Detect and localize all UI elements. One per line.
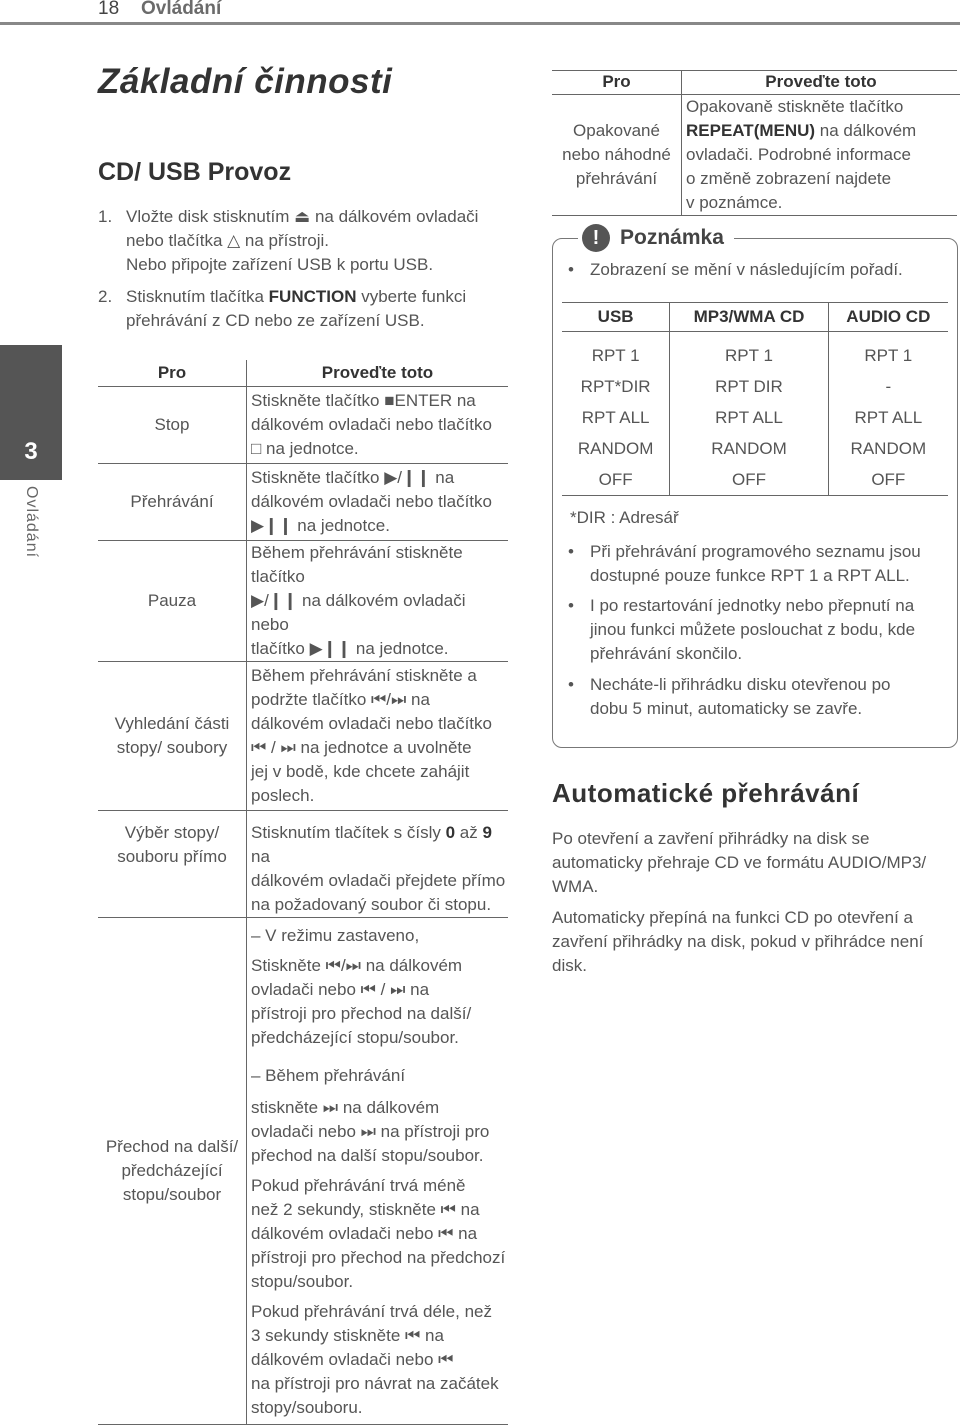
action-line [686, 119, 960, 143]
page-number: 18 [98, 0, 119, 20]
action-text: na [251, 847, 270, 866]
action-line: poslech. [251, 784, 508, 808]
action-line: – Během přehrávání [251, 1064, 508, 1088]
action-text: na dálkovém [815, 121, 916, 140]
table-row [98, 662, 508, 811]
table-row [562, 371, 948, 402]
table-row [562, 332, 948, 372]
bullet-icon: • [568, 673, 574, 697]
action-line: stopu/soubor. [251, 1270, 508, 1294]
action-line: – V režimu zastaveno, [251, 924, 508, 948]
mode-cell: OFF [828, 464, 948, 496]
action-line: Stiskněte ⏮/⏭ na dálkovém [251, 954, 508, 978]
step-2-text: Stisknutím tlačítka [126, 287, 269, 306]
action-line: podržte tlačítko ⏮/⏭ na [251, 688, 508, 712]
step-2 [98, 285, 466, 333]
action-line: ovladači nebo ⏮ / ⏭ na [251, 978, 508, 1002]
action-line: ⏮ / ⏭ na jednotce a uvolněte [251, 736, 508, 760]
header-title: Ovládání [141, 0, 221, 20]
action-line: ovladači nebo ⏭ na přístroji pro [251, 1120, 508, 1144]
step-1-line: Nebo připojte zařízení USB k portu USB. [98, 253, 478, 277]
step-1-number: 1. [98, 205, 126, 229]
table-header-row [552, 70, 960, 95]
header-mp3: MP3/WMA CD [670, 303, 828, 332]
header-usb: USB [562, 303, 670, 332]
action-line: □ na jednotce. [251, 437, 508, 461]
note-title: Poznámka [620, 226, 724, 250]
action-line: ovladači. Podrobné informace [686, 143, 960, 167]
mode-cell: RPT 1 [828, 332, 948, 372]
header-pro: Pro [98, 360, 247, 387]
action-line: dálkovém ovladači nebo ⏮ na [251, 1222, 508, 1246]
dir-footnote: *DIR : Adresář [570, 508, 679, 528]
action-line: jej v bodě, kde chcete zahájit [251, 760, 508, 784]
table-row [98, 464, 508, 541]
row-action [247, 464, 509, 541]
row-action [682, 95, 960, 216]
step-2-number: 2. [98, 285, 126, 309]
header-action: Proveďte toto [682, 70, 960, 95]
mode-cell: RPT ALL [670, 402, 828, 433]
table-row [562, 402, 948, 433]
action-line: tlačítko ▶❙❙ na jednotce. [251, 637, 508, 661]
step-1-line: nebo tlačítka △ na přístroji. [98, 229, 478, 253]
step-1 [98, 205, 478, 277]
mode-cell: RPT 1 [562, 332, 670, 372]
bullet-text: Při přehrávání programového seznamu jsou dostupné pouze funkce RPT 1 a RPT ALL. [568, 540, 943, 588]
mode-cell: RANDOM [828, 433, 948, 464]
side-tab-label: Ovládání [22, 486, 40, 558]
section-title: CD/ USB Provoz [98, 158, 291, 187]
mode-cell: RANDOM [562, 433, 670, 464]
action-line: dálkovém ovladači nebo ⏮ [251, 1348, 508, 1372]
table-row [98, 541, 508, 662]
operations-table [98, 360, 508, 1425]
row-action [247, 811, 509, 918]
row-pro: Vyhledání části stopy/ soubory [98, 662, 247, 811]
side-tab-number: 3 [0, 438, 62, 466]
action-line: předcházející stopu/soubor. [251, 1026, 508, 1050]
step-1-line: Vložte disk stisknutím ⏏ na dálkovém ovladači [126, 207, 478, 226]
header-action: Proveďte toto [247, 360, 509, 387]
mode-order-table [562, 302, 948, 496]
action-line: stopy/souboru. [251, 1396, 508, 1420]
key-nine: 9 [482, 823, 491, 842]
key-zero: 0 [446, 823, 455, 842]
action-line: přístroji pro přechod na další/ [251, 1002, 508, 1026]
action-line: 3 sekundy stiskněte ⏮ na [251, 1324, 508, 1348]
note-bullet [568, 673, 943, 721]
bullet-text: I po restartování jednotky nebo přepnutí na jinou funkci můžete poslouchat z bodu, kde přehrávání skončilo. [568, 594, 943, 666]
step-2-line: přehrávání z CD nebo ze zařízení USB. [98, 309, 466, 333]
action-text: Stisknutím tlačítek s čísly [251, 823, 446, 842]
action-line: v poznámce. [686, 191, 960, 215]
action-line: Během přehrávání stiskněte a [251, 664, 508, 688]
action-line [251, 821, 508, 869]
row-pro: Přechod na další/ předcházející stopu/soubor [98, 918, 247, 1425]
header-audio: AUDIO CD [828, 303, 948, 332]
header-rule [0, 22, 960, 25]
action-line: dálkovém ovladači nebo tlačítko [251, 712, 508, 736]
auto-play-title: Automatické přehrávání [552, 778, 859, 809]
bullet-text: Necháte-li přihrádku disku otevřenou po dobu 5 minut, automaticky se zavře. [568, 673, 943, 721]
row-pro: Stop [98, 387, 247, 464]
table-row [552, 95, 960, 216]
action-line: přístroji pro přechod na předchozí [251, 1246, 508, 1270]
mode-cell: - [828, 371, 948, 402]
action-line: ▶/❙❙ na dálkovém ovladači nebo [251, 589, 508, 637]
action-line: než 2 sekundy, stiskněte ⏮ na [251, 1198, 508, 1222]
action-line: ▶❙❙ na jednotce. [251, 514, 508, 538]
mode-cell: OFF [670, 464, 828, 496]
mode-cell: RPT ALL [562, 402, 670, 433]
row-pro: Přehrávání [98, 464, 247, 541]
row-pro: Výběr stopy/ souboru přímo [98, 811, 247, 918]
row-pro: Pauza [98, 541, 247, 662]
step-2-text: vyberte funkci [357, 287, 467, 306]
table-row [562, 433, 948, 464]
mode-cell: RPT ALL [828, 402, 948, 433]
action-line: na přístroji pro návrat na začátek [251, 1372, 508, 1396]
bullet-text: Zobrazení se mění v následujícím pořadí. [568, 258, 943, 282]
function-key-label: FUNCTION [269, 287, 357, 306]
action-line: stiskněte ⏭ na dálkovém [251, 1096, 508, 1120]
action-line: Pokud přehrávání trvá déle, než [251, 1300, 508, 1324]
mode-cell: RPT 1 [670, 332, 828, 372]
bullet-icon: • [568, 258, 574, 282]
row-action [247, 662, 509, 811]
mode-cell: RPT*DIR [562, 371, 670, 402]
table-header-row [562, 303, 948, 332]
auto-play-paragraph: Automaticky přepíná na funkci CD po otevření a zavření přihrádky na disk, pokud v přihrádce není disk. [552, 906, 952, 978]
table-row [98, 811, 508, 918]
row-pro: Opakované nebo náhodné přehrávání [552, 95, 682, 216]
action-text: až [455, 823, 482, 842]
note-bullet [568, 540, 943, 588]
bullet-icon: • [568, 594, 574, 618]
note-bullet [568, 258, 943, 282]
action-line: dálkovém ovladači přejdete přímo [251, 869, 508, 893]
action-line: Pokud přehrávání trvá méně [251, 1174, 508, 1198]
mode-cell: OFF [562, 464, 670, 496]
action-line: na požadovaný soubor či stopu. [251, 893, 508, 917]
auto-play-paragraph: Po otevření a zavření přihrádky na disk se automaticky přehraje CD ve formátu AUDIO/MP3/ WMA. [552, 827, 952, 899]
action-line: dálkovém ovladači nebo tlačítko [251, 490, 508, 514]
table-row [98, 918, 508, 1425]
bullet-icon: • [568, 540, 574, 564]
repeat-key-label: REPEAT(MENU) [686, 121, 815, 140]
action-line: Opakovaně stiskněte tlačítko [686, 95, 960, 119]
row-action [247, 387, 509, 464]
row-action [247, 541, 509, 662]
exclamation-icon: ! [582, 224, 610, 252]
main-title: Základní činnosti [98, 62, 392, 102]
action-line: Stiskněte tlačítko ▶/❙❙ na [251, 466, 508, 490]
mode-cell: RPT DIR [670, 371, 828, 402]
note-bullet [568, 594, 943, 666]
action-line: přechod na další stopu/soubor. [251, 1144, 508, 1168]
action-line: Stiskněte tlačítko ■ENTER na [251, 389, 508, 413]
action-line: dálkovém ovladači nebo tlačítko [251, 413, 508, 437]
action-line: o změně zobrazení najdete [686, 167, 960, 191]
table-row [98, 387, 508, 464]
repeat-table [552, 70, 960, 215]
table-header-row [98, 360, 508, 387]
action-line: Během přehrávání stiskněte tlačítko [251, 541, 508, 589]
note-header [578, 224, 734, 252]
mode-cell: RANDOM [670, 433, 828, 464]
header-pro: Pro [552, 70, 682, 95]
table-row [562, 464, 948, 496]
row-action [247, 918, 509, 1425]
